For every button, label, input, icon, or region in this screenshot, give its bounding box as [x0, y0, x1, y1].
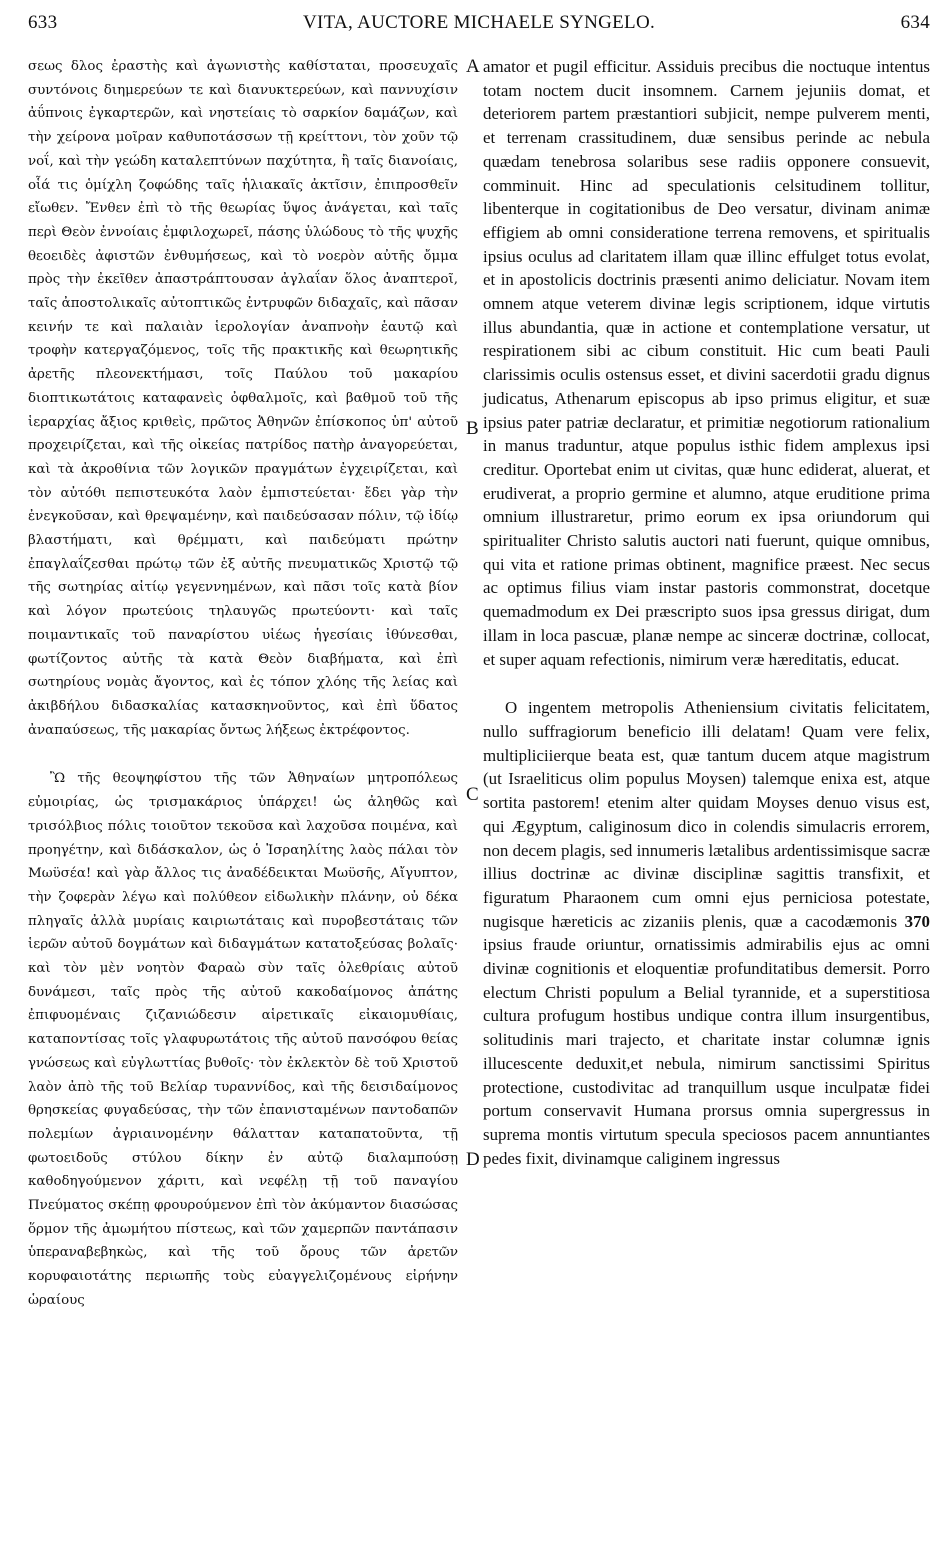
section-marker-d: D [466, 1149, 480, 1170]
page-number-left: 633 [28, 12, 58, 33]
section-marker-a: A [466, 56, 480, 77]
latin-paragraph-2 [483, 696, 930, 1170]
latin-paragraph-1: amator et pugil efficitur. Assiduis precibus die noctuque intentus totam noctem ducit insomnem. Carnem jejuniis domat, et deteriorem partem præstantiori subjicit, nempe pulverem menti, et terrenam crassitudinem, duæ sensibus perinde ac nebula quædam tenebrosa solaribus sese radiis opponere consuevit, comminuit. Hinc ad speculationis celsitudinem tollitur, libenterque in cogitationibus de Deo versatur, divinam animæ effigiem ab omni consideratione terrena removens, et spiritualis ipsius oculus ad claritatem illam quæ illinc effulget totus evolat, et in apostolicis doctrinis præsenti animo deliciatur. Novam item omnem atque veterem divinæ legis scriptionem, idque virtutis illus abundantia, quæ in actione et contemplatione versatur, ut respirationem sibi ac cibum constituit. Hic cum beati Pauli clarissimis oculis ostensus esset, et divini sacerdotii gradu dignus judicatus, Athenarum episcopus ab ipso primus eligitur, et suæ ipsius pater patriæ declaratur, et primitiæ negotiorum rationalium in manus traduntur, atque populus isthic fidem amplexus ipsi creditur. Oportebat enim ut civitas, quæ hunc ediderat, aluerat, et erudiverat, a proprio germine et alumno, atque eruditione prima omnium illustraretur, primo eorum ex ipsa oriundorum qui spiritualiter Christo salutis auctori nati fuerunt, quique omnibus, qui vita et ratione primas obtinent, magnifice præest. Nec secus ac optimus filius viam instar pastoris commonstrat, docetque quemadmodum ex Dei præscripto suos ipsa gressus dirigat, dum illam in loca pascuæ, planæ nempe ac sinceræ doctrinæ, collocat, et super aquam refectionis, nimirum veræ hæreditatis, educat. [483, 57, 930, 669]
page-number-right: 634 [900, 12, 930, 33]
section-marker-c: C [466, 784, 479, 805]
page-header [28, 8, 930, 38]
greek-column [28, 55, 458, 1313]
greek-paragraph-1: σεως δλος ἐραστὴς καὶ ἀγωνιστὴς καθίσταται, προσευχαῖς συντόνοις διημερεύων τε καὶ διανυκτερεύων, καὶ παννυχίσιν ἀΰπνοις ἐγκαρτερῶν, καὶ νηστείαις τὸ σαρκίον δαμάζων, καὶ τὴν χείρονα μοῖραν καθυποτάσσων τῇ κρείττονι, τὸν χοῦν τῷ νοΐ, καὶ τὴν γεώδη καταλεπτύνων παχύτητα, ἢ ταῖς διανοίαις, οἷά τις ὁμίχλη ζοφώδης ταῖς ἡλιακαῖς ἀκτῖσιν, ἐπιπροσθεῖν εἴωθεν. Ἔνθεν ἐπὶ τὸ τῆς θεωρίας ὕψος ἀνάγεται, καὶ ταῖς περὶ Θεὸν ἐννοίαις ἐμφιλοχωρεῖ, πάσης ὑλώδους τὸ τῆς ψυχῆς θεοειδὲς ἀφιστῶν ἐνθυμήσεως, καὶ τὸ νοερὸν αὐτῆς ὄμμα πρὸς τὴν ἐκεῖθεν ἀπαστράπτουσαν ἀγλαΐαν ὅλος ἀναπτεροῖ, ταῖς ἀποστολικαῖς αὐτοπτικῶς ἐντρυφῶν διδαχαῖς, καὶ πᾶσαν κεινήν τε καὶ παλαιὰν ἱερολογίαν ἀναπνοὴν ἑαυτῷ καὶ τροφὴν κατεργαζόμενος, τοῖς τῆς πρακτικῆς καὶ θεωρητικῆς ἀρετῆς πλεονεκτήμασι, τοῖς Παύλου τοῦ μακαρίου διοπτικωτάτοις καταφανεὶς ὀφθαλμοῖς, καὶ βαθμοῦ τοῦ τῆς ἱεραρχίας ἄξιος κριθεὶς, πρῶτος Ἀθηνῶν ἐπίσκοπος ὑπ' αὐτοῦ προχειρίζεται, καὶ τῆς οἰκείας πατρίδος πατὴρ ἀναγορεύεται, καὶ τὰ ἀκροθίνια τῶν λογικῶν πραγμάτων ἐγχειρίζεται, καὶ τὸν αὐτόθι πεπιστευκότα λαὸν ἐμπιστεύεται· ἔδει γὰρ τὴν ἐνεγκοῦσαν, καὶ θρεψαμένην, καὶ παιδεύσασαν πόλιν, τῷ ἰδίῳ βλαστήματι, καὶ θρέμματι, καὶ παιδεύματι πρώτην ἐπαγλαΐζεσθαι πρώτῳ τῶν ἐξ αὐτῆς πνευματικῶς Χριστῷ τῷ τῆς σωτηρίας αἰτίῳ γεγεννημένων, καὶ πᾶσι τοῖς κατὰ βίον καὶ λόγον πρωτεύοις τηλαυγῶς πρωτεύοντι· καὶ ταῖς ποιμαντικαῖς τοῦ παναρίστου υἱέως ἡγεσίαις ἰθύνεσθαι, φωτίζοντος αὐτῆς τὰ κατὰ Θεὸν διαβήματα, καὶ ἐπὶ σωτηρίους νομὰς ἄγοντος, καὶ ἐς τόπον χλόης τῆς λείας καὶ ἀκιβδήλου διδασκαλίας κατασκηνοῦντος, καὶ ἐπὶ ὕδατος ἀναπαύσεως, τῆς μακαρίας ὄντως λήξεως ἐκτρέφοντος. [28, 59, 458, 738]
latin-paragraph-2-text-b: ipsius fraude oriuntur, ornatissimis admirabilis ejus ac omni divinæ cognitionis et eloquentiæ profunditatibus demersit. Porro electum Christi populum a Belial tyrannide, et a superstitiosa cultura profugum hostibus undique contra illum insurgentibus, solitudinis mari trajecto, et charitate instar columnæ ignis illucescente deduxit,et nebula, nimirum sanctissimi Spiritus protectione, custodivitac ad tranquillum usque inculpatæ fidei portum conservavit Humana prorsus omnia supergressus in suprema montis virtutum specula speciosos pacem annuntiantes pedes fixit, divinamque caliginem ingressus [483, 935, 930, 1168]
greek-paragraph-2: Ὢ τῆς θεοψηφίστου τῆς τῶν Ἀθηναίων μητροπόλεως εὐμοιρίας, ὡς τρισμακάριος ὑπάρχει! ὡς ἀληθῶς καὶ τρισόλβιος πόλις τοιοῦτον τεκοῦσα καὶ λαχοῦσα ποιμένα, καὶ προηγέτην, καὶ διδάσκαλον, ὡς ὁ Ἰσραηλίτης λαὸς πάλαι τὸν Μωϋσέα! καὶ γὰρ ἄλλος τις ἀναδέδεικται Μωϋσῆς, Αἴγυπτον, τὴν ζοφερὰν λέγω καὶ πολύθεον εἰδωλικὴν πλάνην, οὐ δέκα πληγαῖς ἀλλὰ μυρίαις καιριωτάταις καὶ πυροβεστάταις τῶν ἱερῶν αὐτοῦ δογμάτων καὶ διδαγμάτων κατατοξεύσας βολαῖς· καὶ τὸν μὲν νοητὸν Φαραὼ σὺν ταῖς ὀλεθρίαις αὐτοῦ δυνάμεσι, ταῖς πρὸς τῆς αὐτοῦ κακοδαίμονος ἀπάτης ἐπιφυομέναις ζιζανιώδεσιν αἱρετικαῖς εἰκαιομυθίαις, καταποντίσας τοῖς γλαφυρωτάτοις τῆς αὐτοῦ πανσόφου θείας γνώσεως καὶ εὐγλωττίας βυθοῖς· τὸν ἐκλεκτὸν δὲ τοῦ Χριστοῦ λαὸν ἀπὸ τῆς τοῦ Βελίαρ τυραννίδος, καὶ τῆς δεισιδαίμονος θρησκείας φυγαδεύσας, τὴν τῶν ἐπανισταμένων παντοδαπῶν πολεμίων ἀγριαινομένην θάλατταν καταπατοῦντα, τῇ φωτοειδοῦς στύλου δίκην ἐν αὐτῷ διαλαμπούσῃ καθοδηγούμενον χάριτι, καὶ νεφέλῃ τῇ τοῦ παναγίου Πνεύματος σκέπῃ φρουρούμενον ἐπὶ τὸν ἀκύμαντον διασώσας ὅρμον τῆς ἀμωμήτου πίστεως, καὶ τῶν χαμερπῶν παντάπασιν ὑπεραναβεβηκὼς, καὶ τῆς τοῦ ὄρους τῶν ἀρετῶν κορυφαιοτάτης περιωπῆς τοὺς εὐαγγελιζομένους εἰρήνην ὡραίους [28, 771, 458, 1308]
column-number: 370 [904, 911, 930, 931]
latin-column [483, 55, 930, 1170]
running-title: VITA, AUCTORE MICHAELE SYNGELO. [302, 12, 656, 33]
section-marker-b: B [466, 418, 479, 439]
latin-paragraph-2-text-a: O ingentem metropolis Atheniensium civitatis felicitatem, nullo suffragiorum beneficio illi delatam! Quam vere felix, multipliciierque beata est, quæ tantum ducem atque magistrum (ut Israeliticus olim populus Moysen) talemque enixa est, atque sortita pastorem! etenim alter quidam Moyses denuo visus est, qui Ægyptum, caliginosum dico in colendis simulacris errorem, non decem plagis, sed innumeris lætalibus ardentissimisque sacræ illius doctrinæ ac divinæ disciplinæ sagittis transfixit, et figuratum Pharaonem cum omni ejus perniciosa potestate, nugisque hæreticis ac zizaniis plenis, quæ a cacodæmonis [483, 698, 930, 931]
